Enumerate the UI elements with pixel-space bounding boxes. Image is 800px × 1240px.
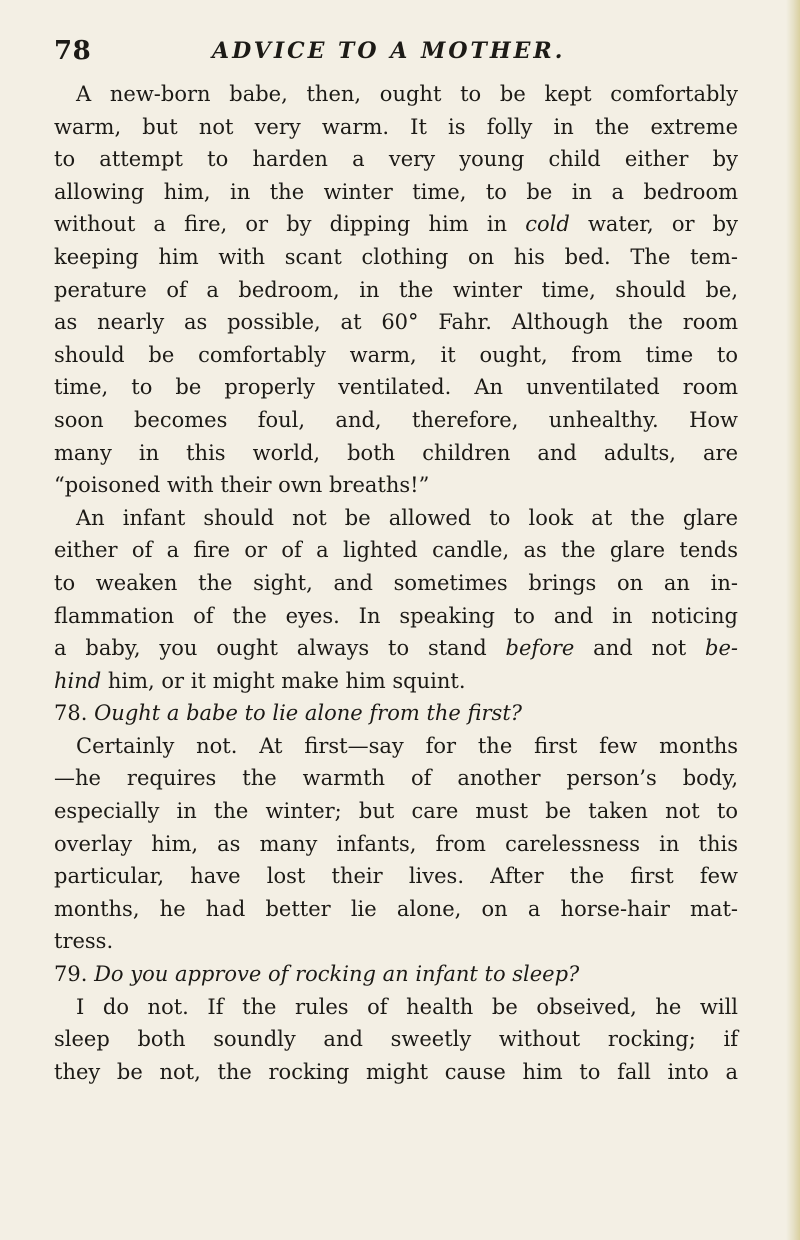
text-line: Certainly not. At first—say for the first few months [76, 733, 738, 758]
text-line: perature of a bedroom, in the winter time, should be, [54, 277, 738, 302]
text-segment: 79. [54, 962, 95, 987]
body-text [54, 78, 738, 1088]
text-segment: 78. [54, 701, 95, 726]
text-line: should be comfortably warm, it ought, from time to [54, 342, 738, 367]
text-line: especially in the winter; but care must be taken not to [54, 799, 738, 824]
text-line: warm, but not very warm. It is folly in the extreme [54, 114, 738, 139]
text-line: they be not, the rocking might cause him to fall into a [54, 1059, 738, 1084]
text-segment: without a fire, or by dipping him in [54, 212, 526, 237]
text-line: to attempt to harden a very young child either by [54, 147, 738, 172]
text-line: tress. [54, 929, 114, 954]
text-line: keeping him with scant clothing on his bed. The tem- [54, 244, 738, 269]
page-number: 78 [54, 36, 92, 66]
italic-text: cold [525, 212, 570, 237]
text-line: flammation of the eyes. In speaking to and in noticing [54, 603, 738, 628]
page-edge-shadow [786, 0, 800, 1240]
text-line: overlay him, as many infants, from carelessness in this [54, 831, 738, 856]
text-line: soon becomes foul, and, therefore, unhealthy. How [54, 407, 738, 432]
text-line: A new-born babe, then, ought to be kept comfortably [76, 82, 738, 106]
text-line [54, 665, 738, 698]
text-line: time, to be properly ventilated. An unventilated room [54, 375, 738, 400]
text-segment: water, or by [569, 212, 738, 237]
text-line: An infant should not be allowed to look at the glare [76, 505, 738, 530]
text-line [54, 958, 738, 991]
italic-text: before [505, 636, 575, 661]
text-line: I do not. If the rules of health be obseived, he will [76, 994, 738, 1019]
text-line: sleep both soundly and sweetly without rocking; if [54, 1027, 738, 1052]
text-segment: and not [574, 636, 706, 661]
text-line [54, 208, 738, 241]
italic-text: hind [54, 668, 102, 693]
italic-text: Ought a babe to lie alone from the first? [94, 701, 523, 726]
text-line: either of a fire or of a lighted candle, as the glare tends [54, 538, 738, 563]
text-line: particular, have lost their lives. After the first few [54, 864, 738, 889]
text-line: as nearly as possible, at 60° Fahr. Although the room [54, 310, 738, 335]
text-line: months, he had better lie alone, on a horse-hair mat- [54, 896, 738, 921]
text-segment: him, or it might make him squint. [101, 668, 466, 693]
running-head: ADVICE TO A MOTHER. [212, 38, 566, 64]
text-line: to weaken the sight, and sometimes brings on an in- [54, 570, 738, 595]
text-line: many in this world, both children and adults, are [54, 440, 738, 465]
page-header [0, 30, 800, 64]
text-line: allowing him, in the winter time, to be in a bedroom [54, 179, 738, 204]
text-line: “poisoned with their own breaths!” [54, 473, 430, 498]
text-line [54, 632, 738, 665]
italic-text: Do you approve of rocking an infant to sleep? [94, 962, 580, 987]
text-segment: a baby, you ought always to stand [54, 636, 506, 661]
text-line: —he requires the warmth of another person’s body, [54, 766, 738, 791]
italic-text: be- [705, 636, 738, 661]
text-line [54, 697, 738, 730]
